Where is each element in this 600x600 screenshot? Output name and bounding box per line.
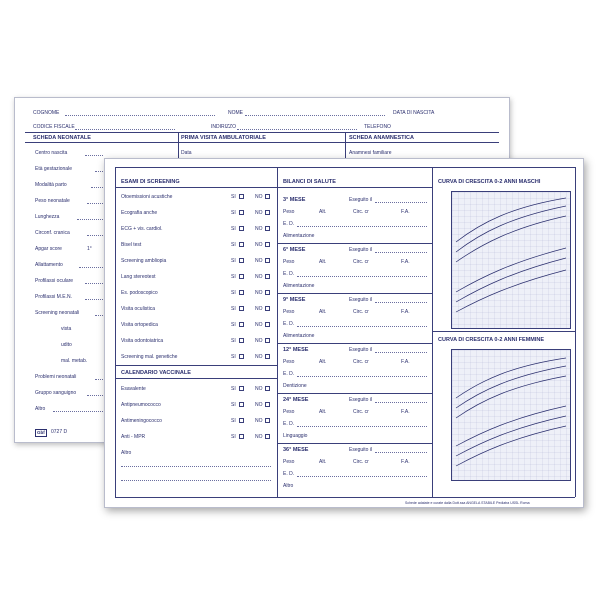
nome-label: NOME: [228, 110, 243, 116]
si-label: SI: [231, 418, 236, 424]
circ-label: Circ. cr: [353, 459, 369, 465]
si-label: SI: [231, 306, 236, 312]
data-nascita-label: DATA DI NASCITA: [393, 110, 435, 116]
row-label: udito: [61, 342, 72, 348]
no-label: NO: [255, 258, 263, 264]
screening-row-label: Screening mal. genetiche: [121, 354, 178, 360]
cognome-label: COGNOME: [33, 110, 60, 116]
si-label: SI: [231, 274, 236, 280]
eseguito-label: Eseguito il: [349, 447, 373, 453]
no-checkbox[interactable]: [265, 242, 270, 247]
no-checkbox[interactable]: [265, 210, 270, 215]
fa-label: F.A.: [401, 359, 410, 365]
prima-visita-title: PRIMA VISITA AMBULATORIALE: [181, 135, 266, 141]
no-checkbox[interactable]: [265, 274, 270, 279]
vaccine-row-label: Antimeningococco: [121, 418, 162, 424]
vaccine-altro-label: Altro: [121, 450, 132, 456]
si-checkbox[interactable]: [239, 226, 244, 231]
month-label: 6° MESE: [283, 247, 306, 253]
no-checkbox[interactable]: [265, 386, 270, 391]
no-checkbox[interactable]: [265, 194, 270, 199]
growth-chart-maschi: [451, 191, 571, 329]
fa-label: F.A.: [401, 309, 410, 315]
row-label: Allattamento: [35, 262, 63, 268]
ed-label: E. D.: [283, 421, 295, 427]
ed-label: E. D.: [283, 221, 295, 227]
si-checkbox[interactable]: [239, 258, 244, 263]
month-note: Altro: [283, 483, 294, 489]
peso-label: Peso: [283, 259, 295, 265]
si-label: SI: [231, 354, 236, 360]
eseguito-label: Eseguito il: [349, 197, 373, 203]
growth-chart-maschi-grid: [452, 192, 570, 328]
no-label: NO: [255, 290, 263, 296]
no-label: NO: [255, 274, 263, 280]
month-note: Alimentazione: [283, 283, 315, 289]
eseguito-label: Eseguito il: [349, 297, 373, 303]
si-checkbox[interactable]: [239, 418, 244, 423]
no-checkbox[interactable]: [265, 338, 270, 343]
row-label: Peso neonatale: [35, 198, 70, 204]
si-label: SI: [231, 258, 236, 264]
ed-label: E. D.: [283, 371, 295, 377]
si-checkbox[interactable]: [239, 322, 244, 327]
month-label: 36° MESE: [283, 447, 309, 453]
no-checkbox[interactable]: [265, 226, 270, 231]
prima-visita-data: Data: [181, 150, 192, 156]
apgar-suffix: 1°: [87, 246, 92, 252]
screening-row-label: Lang stereotest: [121, 274, 156, 280]
row-label: Circonf. cranica: [35, 230, 70, 236]
codice-fiscale-label: CODICE FISCALE: [33, 124, 75, 130]
month-note: Alimentazione: [283, 233, 315, 239]
fa-label: F.A.: [401, 459, 410, 465]
si-checkbox[interactable]: [239, 274, 244, 279]
no-checkbox[interactable]: [265, 402, 270, 407]
circ-label: Circ. cr: [353, 259, 369, 265]
no-checkbox[interactable]: [265, 434, 270, 439]
no-label: NO: [255, 226, 263, 232]
row-label: Apgar score: [35, 246, 62, 252]
circ-label: Circ. cr: [353, 309, 369, 315]
ed-label: E. D.: [283, 321, 295, 327]
eseguito-label: Eseguito il: [349, 247, 373, 253]
row-label: Problemi neonatali: [35, 374, 77, 380]
peso-label: Peso: [283, 459, 295, 465]
si-label: SI: [231, 402, 236, 408]
brand-logo: Gbf: [37, 430, 45, 435]
vaccine-row-label: Antipneumococco: [121, 402, 161, 408]
month-label: 9° MESE: [283, 297, 306, 303]
month-note: Linguaggio: [283, 433, 308, 439]
no-label: NO: [255, 306, 263, 312]
si-checkbox[interactable]: [239, 306, 244, 311]
alt-label: Alt.: [319, 309, 327, 315]
si-checkbox[interactable]: [239, 338, 244, 343]
si-checkbox[interactable]: [239, 290, 244, 295]
footer-note: Schede adatate e curate dalla Dott.ssa ANGELA STABILE Pediatra USSL Roma: [405, 501, 530, 505]
scheda-neonatale-title: SCHEDA NEONATALE: [33, 135, 91, 141]
no-label: NO: [255, 322, 263, 328]
peso-label: Peso: [283, 309, 295, 315]
no-label: NO: [255, 402, 263, 408]
vaccine-row-label: Esavalente: [121, 386, 146, 392]
si-checkbox[interactable]: [239, 210, 244, 215]
row-label: vista: [61, 326, 72, 332]
growth-chart-femmine-grid: [452, 350, 570, 480]
no-checkbox[interactable]: [265, 418, 270, 423]
row-label: Centro nascita: [35, 150, 68, 156]
alt-label: Alt.: [319, 459, 327, 465]
month-note: Dentizione: [283, 383, 307, 389]
circ-label: Circ. cr: [353, 359, 369, 365]
si-label: SI: [231, 290, 236, 296]
no-label: NO: [255, 386, 263, 392]
no-label: NO: [255, 194, 263, 200]
circ-label: Circ. cr: [353, 409, 369, 415]
screening-row-label: Screening ambliopia: [121, 258, 167, 264]
vaccine-row-label: Anti - MPR: [121, 434, 146, 440]
form-code: 0727 D: [51, 429, 68, 435]
month-label: 3° MESE: [283, 197, 306, 203]
si-label: SI: [231, 226, 236, 232]
eseguito-label: Eseguito il: [349, 397, 373, 403]
no-checkbox[interactable]: [265, 306, 270, 311]
si-checkbox[interactable]: [239, 242, 244, 247]
screening-row-label: Visita ortopedica: [121, 322, 158, 328]
ed-label: E. D.: [283, 471, 295, 477]
peso-label: Peso: [283, 209, 295, 215]
si-label: SI: [231, 338, 236, 344]
si-checkbox[interactable]: [239, 402, 244, 407]
row-label: Gruppo sanguigno: [35, 390, 77, 396]
screening-row-label: Bisel test: [121, 242, 142, 248]
screening-title: ESAMI DI SCREENING: [121, 179, 180, 185]
row-label: mal. metab.: [61, 358, 88, 364]
no-checkbox[interactable]: [265, 354, 270, 359]
row-label: Età gestazionale: [35, 166, 72, 172]
si-label: SI: [231, 210, 236, 216]
fa-label: F.A.: [401, 259, 410, 265]
alt-label: Alt.: [319, 209, 327, 215]
indirizzo-label: INDIRIZZO: [211, 124, 236, 130]
growth-chart-femmine: [451, 349, 571, 481]
no-checkbox[interactable]: [265, 322, 270, 327]
alt-label: Alt.: [319, 259, 327, 265]
curva-femmine-title: CURVA DI CRESCITA 0-2 ANNI FEMMINE: [438, 337, 545, 343]
si-checkbox[interactable]: [239, 354, 244, 359]
no-label: NO: [255, 242, 263, 248]
row-label: Profilassi M.E.N.: [35, 294, 72, 300]
curva-maschi-title: CURVA DI CRESCITA 0-2 ANNI MASCHI: [438, 179, 541, 185]
eseguito-label: Eseguito il: [349, 347, 373, 353]
si-checkbox[interactable]: [239, 194, 244, 199]
si-checkbox[interactable]: [239, 434, 244, 439]
month-label: 24° MESE: [283, 397, 309, 403]
ed-label: E. D.: [283, 271, 295, 277]
row-label: Screening neonatali: [35, 310, 80, 316]
no-checkbox[interactable]: [265, 290, 270, 295]
scheda-anamnestica-title: SCHEDA ANAMNESTICA: [349, 135, 414, 141]
month-note: Alimentazione: [283, 333, 315, 339]
month-label: 12° MESE: [283, 347, 309, 353]
no-label: NO: [255, 210, 263, 216]
no-checkbox[interactable]: [265, 258, 270, 263]
si-label: SI: [231, 194, 236, 200]
anamnesi-familiare-label: Anamnesi familiare: [349, 150, 392, 156]
peso-label: Peso: [283, 359, 295, 365]
si-label: SI: [231, 386, 236, 392]
si-checkbox[interactable]: [239, 386, 244, 391]
no-label: NO: [255, 418, 263, 424]
circ-label: Circ. cr: [353, 209, 369, 215]
screening-row-label: Visita odontoiatrica: [121, 338, 164, 344]
fa-label: F.A.: [401, 209, 410, 215]
row-label: Profilassi oculare: [35, 278, 74, 284]
no-label: NO: [255, 338, 263, 344]
alt-label: Alt.: [319, 409, 327, 415]
si-label: SI: [231, 322, 236, 328]
screening-row-label: Ecografia anche: [121, 210, 158, 216]
screening-row-label: ECG + vis. cardiol.: [121, 226, 163, 232]
si-label: SI: [231, 242, 236, 248]
row-label: Altro: [35, 406, 46, 412]
no-label: NO: [255, 354, 263, 360]
screening-row-label: Visita oculistica: [121, 306, 156, 312]
screening-row-label: Es. podoscopico: [121, 290, 158, 296]
bilanci-title: BILANCI DI SALUTE: [283, 179, 336, 185]
peso-label: Peso: [283, 409, 295, 415]
alt-label: Alt.: [319, 359, 327, 365]
no-label: NO: [255, 434, 263, 440]
fa-label: F.A.: [401, 409, 410, 415]
vaccinale-title: CALENDARIO VACCINALE: [121, 370, 191, 376]
row-label: Modalità parto: [35, 182, 67, 188]
screening-row-label: Otoemissioni acustiche: [121, 194, 173, 200]
telefono-label: TELEFONO: [364, 124, 391, 130]
front-sheet: [104, 158, 584, 508]
row-label: Lunghezza: [35, 214, 60, 220]
si-label: SI: [231, 434, 236, 440]
